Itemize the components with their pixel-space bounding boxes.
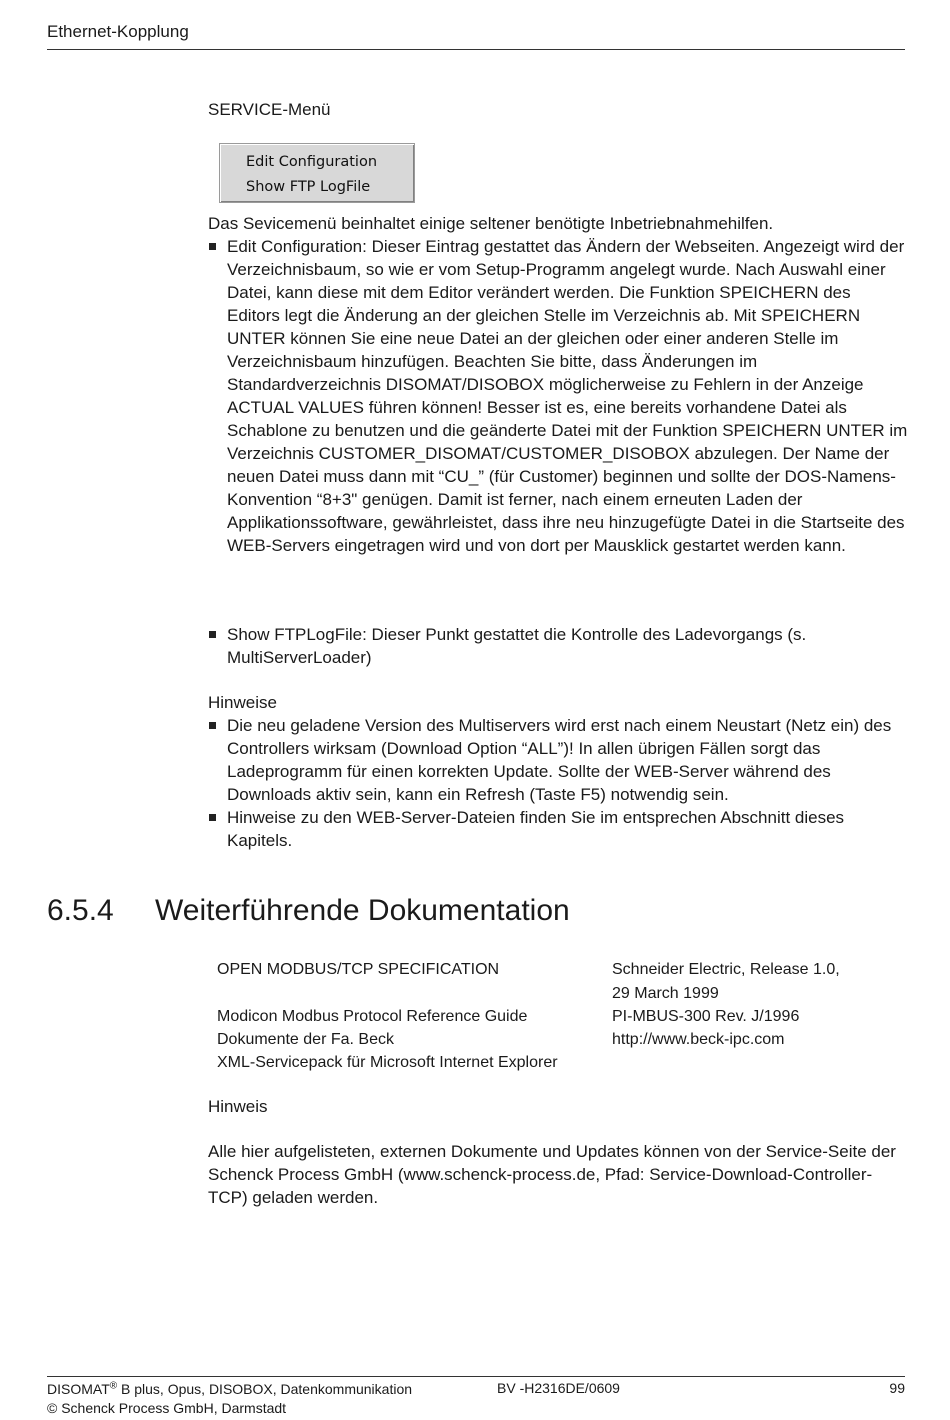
hinweise-heading: Hinweise [208, 693, 277, 712]
doc-reference: Schneider Electric, Release 1.0, [612, 961, 840, 978]
page-header [47, 22, 905, 50]
note-heading: Hinweis [208, 1097, 268, 1116]
bullet-show-ftplogfile: Show FTPLogFile: Dieser Punkt gestattet die Kontrolle des Ladevorgangs (s. MultiServerLoader) [208, 623, 908, 669]
bullet-show-ftplogfile-block [208, 623, 908, 669]
hinweise-block [208, 691, 908, 852]
footer-copyright: © Schenck Process GmbH, Darmstadt [47, 1400, 287, 1416]
page-footer [47, 1376, 905, 1418]
doc-name: OPEN MODBUS/TCP SPECIFICATION [217, 961, 500, 978]
footer-product: DISOMAT® B plus, Opus, DISOBOX, Datenkommunikation [47, 1380, 413, 1397]
menu-item-edit-configuration[interactable]: Edit Configuration [246, 154, 378, 170]
service-menu-popup [219, 143, 415, 203]
footer-doc-id: BV -H2316DE/0609 [497, 1380, 620, 1396]
registered-mark: ® [109, 1380, 118, 1391]
note-text: Alle hier aufgelisteten, externen Dokumente und Updates können von der Service-Seite der Schenck Process GmbH (www.schenck-process.de, Pfad: Service-Download-Controller-TCP) geladen werden. [208, 1142, 896, 1207]
bullet-edit-configuration: Edit Configuration: Dieser Eintrag gestattet das Ändern der Webseiten. Angezeigt wird der Verzeichnisbaum, so wie er vom Setup-Programm angelegt wurde. Nach Auswahl einer Datei, kann diese mit dem Editor verändert werden. Die Funktion SPEICHERN des Editors legt die Änderung an der gleichen Stelle im Verzeichnis ab. Mit SPEICHERN UNTER können Sie eine neue Datei an der gleichen oder einer anderen Stelle im Verzeichnisbaum hinzufügen. Beachten Sie bitte, dass Änderungen im Standardverzeichnis DISOMAT/DISOBOX möglicherweise zu Fehlern in der Anzeige ACTUAL VALUES führen können! Besser ist es, eine bereits vorhandene Datei als Schablone zu benutzen und die geänderte Datei mit der Funktion SPEICHERN UNTER im Verzeichnis CUSTOMER_DISOMAT/CUSTOMER_DISOBOX abzulegen. Der Name der neuen Datei muss dann mit “CU_” (für Customer) beginnen und sollte der DOS-Namens-Konvention “8+3" genügen. Damit ist ferner, nach einem erneuten Laden der Applikationssoftware, gewährleistet, dass ihre neu hinzugefügte Datei in die Startseite des WEB-Servers eingetragen wird und von dort per Mausklick gestartet werden kann. [208, 235, 908, 557]
hinweise-bullet-multiserver: Die neu geladene Version des Multiservers wird erst nach einem Neustart (Netz ein) des Controllers wirksam (Download Option “ALL”)! In allen übrigen Fällen sorgt das Ladeprogramm für einen korrekten Update. Sollte der WEB-Server während des Downloads aktiv sein, kann ein Refresh (Taste F5) notwendig sein. [208, 714, 908, 806]
menu-item-show-ftp-logfile[interactable]: Show FTP LogFile [246, 179, 371, 195]
service-menu-body [208, 212, 908, 557]
section-number: 6.5.4 [47, 894, 114, 927]
header-title: Ethernet-Kopplung [47, 22, 189, 41]
footer-page-number: 99 [889, 1380, 905, 1396]
doc-reference: PI-MBUS-300 Rev. J/1996 [612, 1008, 800, 1025]
section-heading [47, 894, 570, 928]
doc-reference-link[interactable]: http://www.beck-ipc.com [612, 1031, 785, 1048]
service-menu-heading: SERVICE-Menü [208, 100, 331, 119]
doc-name: Dokumente der Fa. Beck [217, 1031, 394, 1048]
section-title: Weiterführende Dokumentation [155, 894, 570, 927]
service-menu-intro: Das Sevicemenü beinhaltet einige seltener benötigte Inbetriebnahmehilfen. [208, 214, 774, 233]
doc-name: XML-Servicepack für Microsoft Internet Explorer [217, 1054, 558, 1071]
doc-name: Modicon Modbus Protocol Reference Guide [217, 1008, 528, 1025]
hinweise-bullet-webserver-files: Hinweise zu den WEB-Server-Dateien finden Sie im entsprechen Abschnitt dieses Kapitels. [208, 806, 908, 852]
doc-reference: 29 March 1999 [612, 985, 719, 1002]
